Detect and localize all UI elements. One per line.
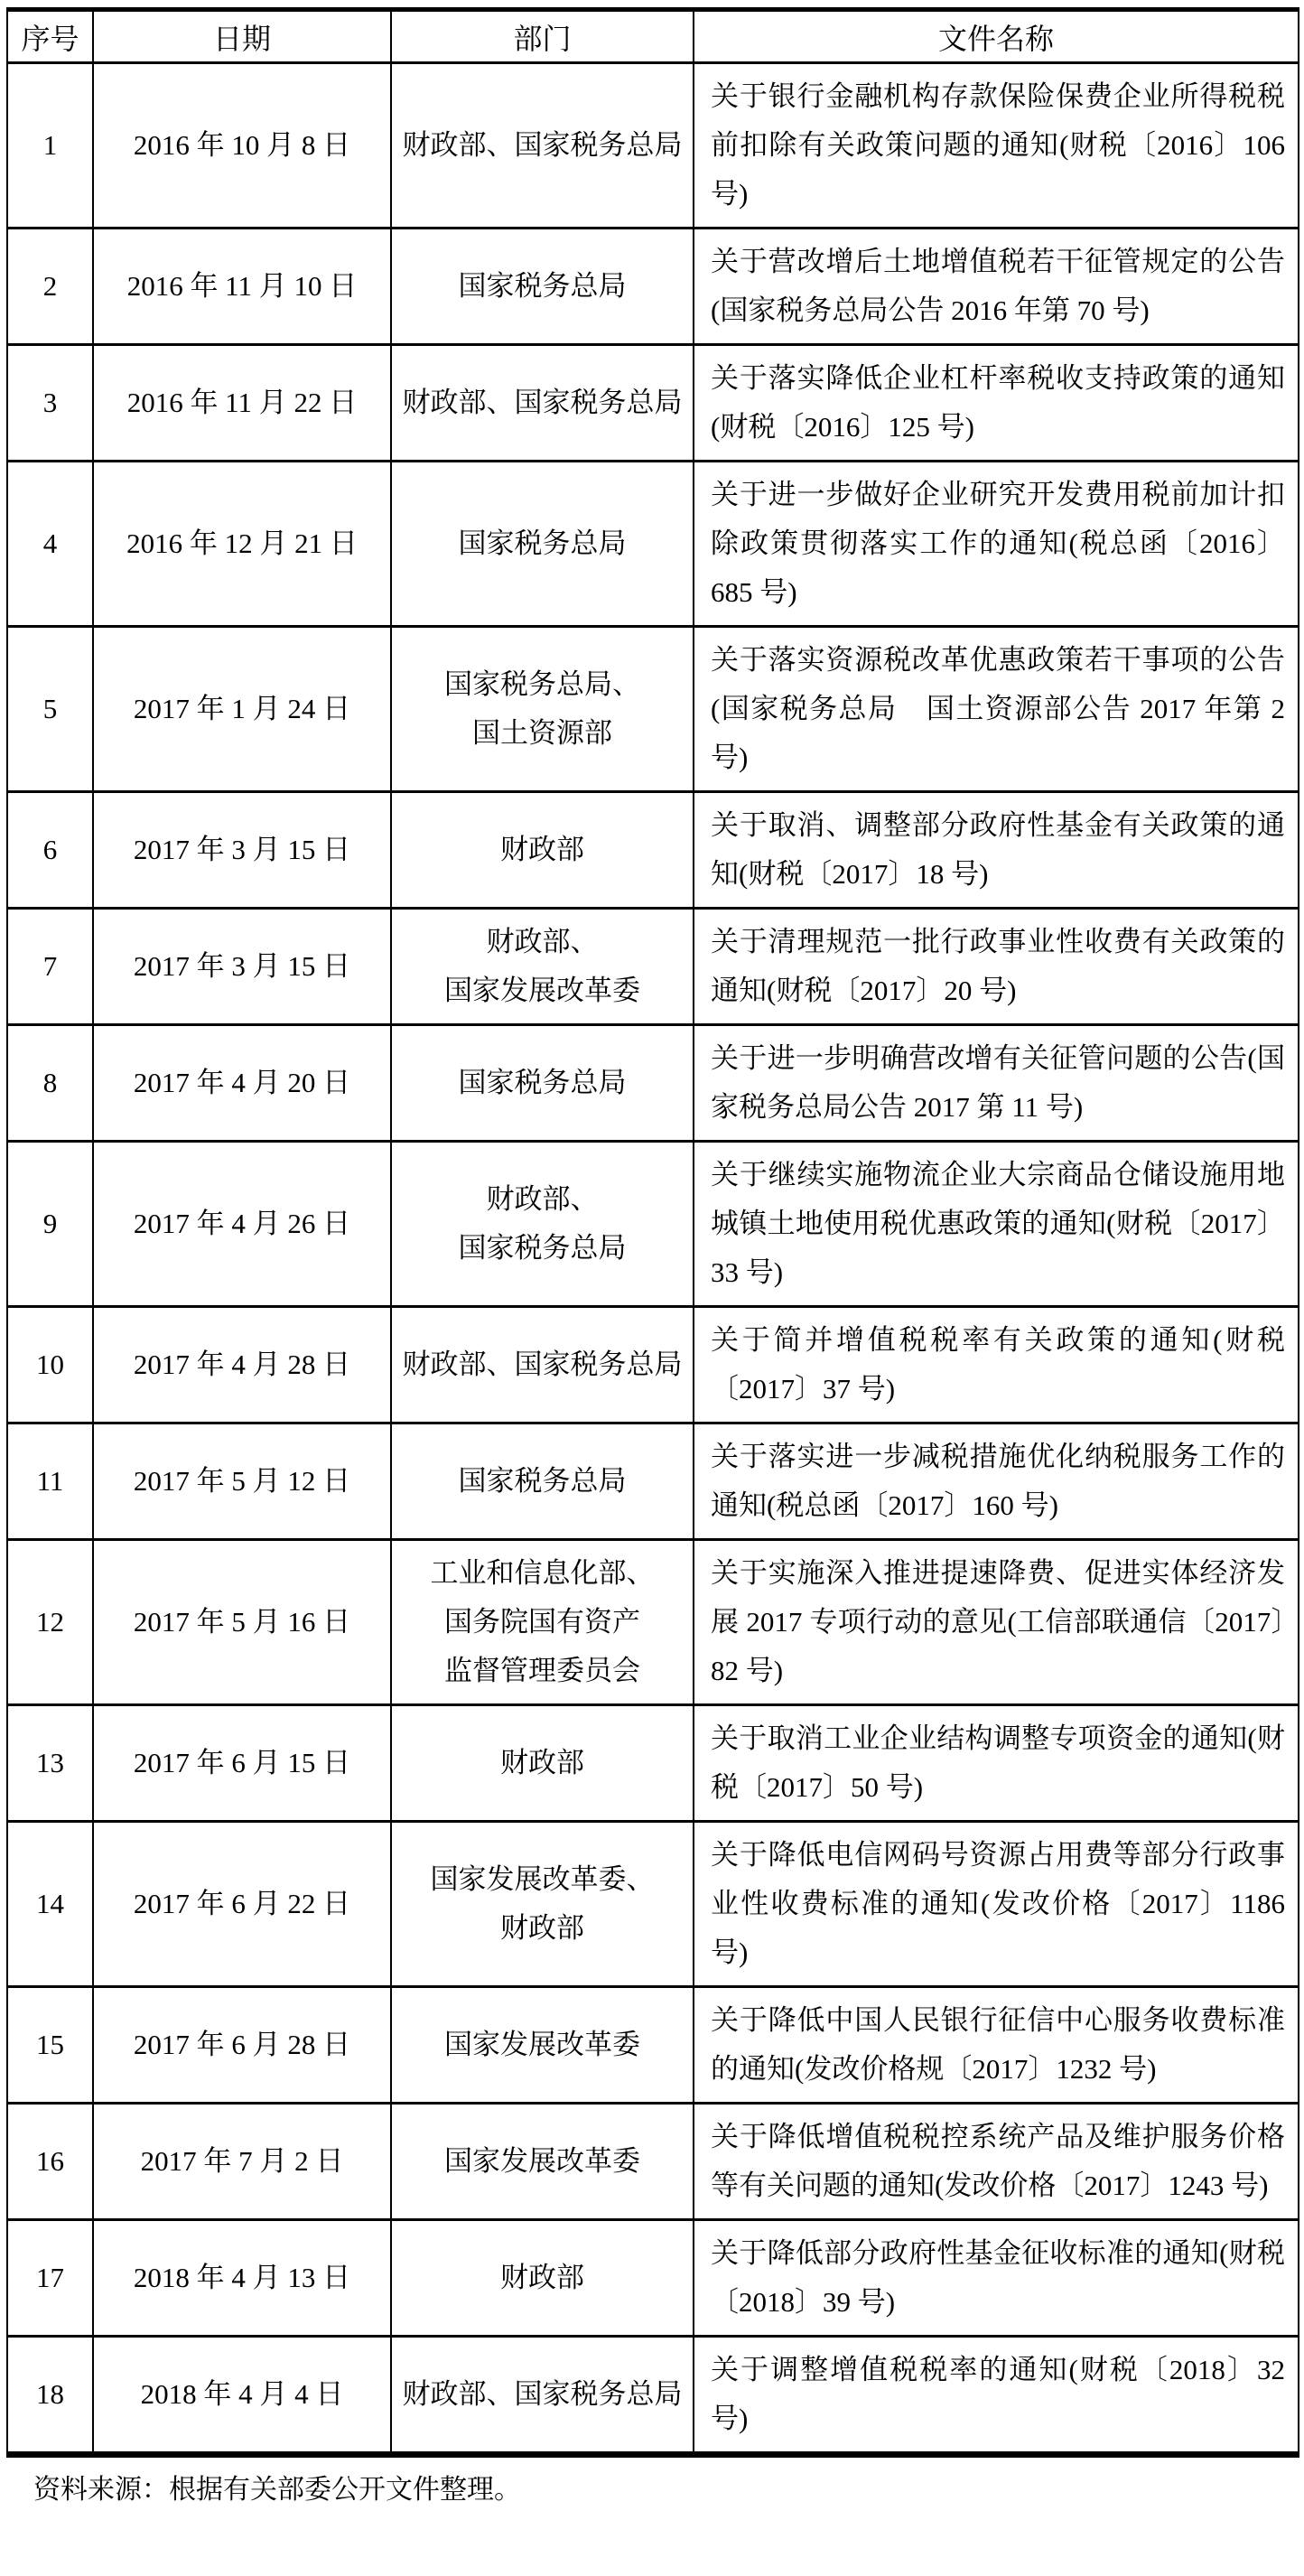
doc-cell: 关于实施深入推进提速降费、促进实体经济发展 2017 专项行动的意见(工信部联通信〔2017〕82 号) xyxy=(694,1540,1299,1705)
dept-cell xyxy=(391,63,694,229)
seq-cell: 16 xyxy=(7,2104,93,2220)
seq-cell: 6 xyxy=(7,792,93,909)
doc-cell: 关于降低部分政府性基金征收标准的通知(财税〔2018〕39 号) xyxy=(694,2220,1299,2337)
dept-line: 工业和信息化部、 xyxy=(430,1557,655,1589)
dept-line: 财政部、 xyxy=(486,926,599,957)
table-row xyxy=(7,2337,1299,2455)
seq-cell: 13 xyxy=(7,1705,93,1822)
table-row xyxy=(7,909,1299,1025)
doc-cell: 关于降低电信网码号资源占用费等部分行政事业性收费标准的通知(发改价格〔2017〕1186 号) xyxy=(694,1822,1299,1987)
doc-cell: 关于银行金融机构存款保险保费企业所得税税前扣除有关政策问题的通知(财税〔2016〕106 号) xyxy=(694,63,1299,229)
dept-line: 财政部 xyxy=(500,834,584,865)
seq-cell: 11 xyxy=(7,1423,93,1540)
dept-line: 国家税务总局 xyxy=(458,1232,627,1264)
policy-document-table xyxy=(6,7,1299,2458)
dept-line: 财政部、 xyxy=(486,1183,599,1215)
source-note: 资料来源：根据有关部委公开文件整理。 xyxy=(33,2475,521,2505)
table-row xyxy=(7,2220,1299,2337)
date-cell: 2017 年 3 月 15 日 xyxy=(93,792,391,909)
doc-cell: 关于营改增后土地增值税若干征管规定的公告(国家税务总局公告 2016 年第 70 号) xyxy=(694,229,1299,345)
dept-cell xyxy=(391,2337,694,2455)
doc-cell: 关于调整增值税税率的通知(财税〔2018〕32 号) xyxy=(694,2337,1299,2455)
dept-cell xyxy=(391,1025,694,1142)
seq-cell: 4 xyxy=(7,462,93,627)
dept-line: 财政部、国家税务总局 xyxy=(402,1349,683,1380)
table-row xyxy=(7,345,1299,462)
table-row xyxy=(7,1540,1299,1705)
date-cell: 2016 年 12 月 21 日 xyxy=(93,462,391,627)
dept-line: 财政部 xyxy=(500,1912,584,1944)
dept-cell xyxy=(391,1142,694,1307)
dept-line: 国家发展改革委 xyxy=(444,2029,640,2060)
date-cell: 2018 年 4 月 4 日 xyxy=(93,2337,391,2455)
dept-line: 国家税务总局 xyxy=(458,1067,627,1098)
doc-cell: 关于进一步明确营改增有关征管问题的公告(国家税务总局公告 2017 第 11 号) xyxy=(694,1025,1299,1142)
table-row xyxy=(7,1142,1299,1307)
table-row xyxy=(7,2104,1299,2220)
date-cell: 2017 年 4 月 26 日 xyxy=(93,1142,391,1307)
header-row xyxy=(7,10,1299,63)
table-row xyxy=(7,1705,1299,1822)
date-cell: 2017 年 7 月 2 日 xyxy=(93,2104,391,2220)
dept-line: 国家税务总局 xyxy=(458,527,627,559)
dept-cell xyxy=(391,462,694,627)
dept-cell xyxy=(391,345,694,462)
dept-line: 国家发展改革委 xyxy=(444,975,640,1006)
dept-cell xyxy=(391,229,694,345)
dept-line: 国家发展改革委、 xyxy=(430,1863,655,1895)
dept-line: 国家税务总局 xyxy=(458,270,627,302)
date-cell: 2017 年 4 月 20 日 xyxy=(93,1025,391,1142)
dept-line: 财政部 xyxy=(500,2262,584,2293)
seq-cell: 9 xyxy=(7,1142,93,1307)
seq-cell: 10 xyxy=(7,1307,93,1423)
doc-cell: 关于降低中国人民银行征信中心服务收费标准的通知(发改价格规〔2017〕1232 号) xyxy=(694,1987,1299,2104)
seq-cell: 8 xyxy=(7,1025,93,1142)
seq-cell: 1 xyxy=(7,63,93,229)
seq-cell: 7 xyxy=(7,909,93,1025)
seq-cell: 17 xyxy=(7,2220,93,2337)
table-row xyxy=(7,63,1299,229)
seq-cell: 12 xyxy=(7,1540,93,1705)
date-cell: 2016 年 10 月 8 日 xyxy=(93,63,391,229)
table-row xyxy=(7,627,1299,792)
header-seq: 序号 xyxy=(7,10,93,63)
dept-line: 国家发展改革委 xyxy=(444,2145,640,2177)
seq-cell: 14 xyxy=(7,1822,93,1987)
table-row xyxy=(7,462,1299,627)
seq-cell: 5 xyxy=(7,627,93,792)
doc-cell: 关于进一步做好企业研究开发费用税前加计扣除政策贯彻落实工作的通知(税总函〔2016〕685 号) xyxy=(694,462,1299,627)
dept-cell xyxy=(391,1540,694,1705)
dept-cell xyxy=(391,1822,694,1987)
doc-cell: 关于落实资源税改革优惠政策若干事项的公告(国家税务总局 国土资源部公告 2017 年第 2 号) xyxy=(694,627,1299,792)
dept-cell xyxy=(391,792,694,909)
doc-cell: 关于清理规范一批行政事业性收费有关政策的通知(财税〔2017〕20 号) xyxy=(694,909,1299,1025)
date-cell: 2016 年 11 月 22 日 xyxy=(93,345,391,462)
table-row xyxy=(7,1987,1299,2104)
header-date: 日期 xyxy=(93,10,391,63)
doc-cell: 关于取消、调整部分政府性基金有关政策的通知(财税〔2017〕18 号) xyxy=(694,792,1299,909)
table-row xyxy=(7,1423,1299,1540)
table-row xyxy=(7,792,1299,909)
dept-line: 国务院国有资产 xyxy=(444,1606,640,1638)
header-doc: 文件名称 xyxy=(694,10,1299,63)
dept-cell xyxy=(391,627,694,792)
date-cell: 2018 年 4 月 13 日 xyxy=(93,2220,391,2337)
seq-cell: 3 xyxy=(7,345,93,462)
doc-cell: 关于降低增值税税控系统产品及维护服务价格等有关问题的通知(发改价格〔2017〕1243 号) xyxy=(694,2104,1299,2220)
table-row xyxy=(7,1025,1299,1142)
seq-cell: 18 xyxy=(7,2337,93,2455)
date-cell: 2017 年 5 月 16 日 xyxy=(93,1540,391,1705)
dept-cell xyxy=(391,1987,694,2104)
dept-cell xyxy=(391,1705,694,1822)
dept-line: 财政部、国家税务总局 xyxy=(402,129,683,161)
dept-cell xyxy=(391,2220,694,2337)
dept-line: 监督管理委员会 xyxy=(444,1655,640,1686)
dept-cell xyxy=(391,1423,694,1540)
date-cell: 2017 年 4 月 28 日 xyxy=(93,1307,391,1423)
date-cell: 2016 年 11 月 10 日 xyxy=(93,229,391,345)
dept-cell xyxy=(391,2104,694,2220)
dept-cell xyxy=(391,909,694,1025)
dept-line: 财政部、国家税务总局 xyxy=(402,387,683,418)
dept-line: 国家税务总局 xyxy=(458,1465,627,1497)
table-row xyxy=(7,1822,1299,1987)
table-row xyxy=(7,1307,1299,1423)
date-cell: 2017 年 6 月 28 日 xyxy=(93,1987,391,2104)
table-row xyxy=(7,229,1299,345)
dept-line: 国土资源部 xyxy=(472,717,612,749)
doc-cell: 关于取消工业企业结构调整专项资金的通知(财税〔2017〕50 号) xyxy=(694,1705,1299,1822)
date-cell: 2017 年 5 月 12 日 xyxy=(93,1423,391,1540)
date-cell: 2017 年 6 月 22 日 xyxy=(93,1822,391,1987)
date-cell: 2017 年 1 月 24 日 xyxy=(93,627,391,792)
doc-cell: 关于简并增值税税率有关政策的通知(财税〔2017〕37 号) xyxy=(694,1307,1299,1423)
dept-line: 财政部、国家税务总局 xyxy=(402,2378,683,2410)
doc-cell: 关于继续实施物流企业大宗商品仓储设施用地城镇土地使用税优惠政策的通知(财税〔2017〕33 号) xyxy=(694,1142,1299,1307)
date-cell: 2017 年 3 月 15 日 xyxy=(93,909,391,1025)
header-dept: 部门 xyxy=(391,10,694,63)
seq-cell: 2 xyxy=(7,229,93,345)
dept-line: 国家税务总局、 xyxy=(444,668,640,700)
dept-line: 财政部 xyxy=(500,1747,584,1778)
dept-cell xyxy=(391,1307,694,1423)
doc-cell: 关于落实降低企业杠杆率税收支持政策的通知(财税〔2016〕125 号) xyxy=(694,345,1299,462)
doc-cell: 关于落实进一步减税措施优化纳税服务工作的通知(税总函〔2017〕160 号) xyxy=(694,1423,1299,1540)
seq-cell: 15 xyxy=(7,1987,93,2104)
date-cell: 2017 年 6 月 15 日 xyxy=(93,1705,391,1822)
